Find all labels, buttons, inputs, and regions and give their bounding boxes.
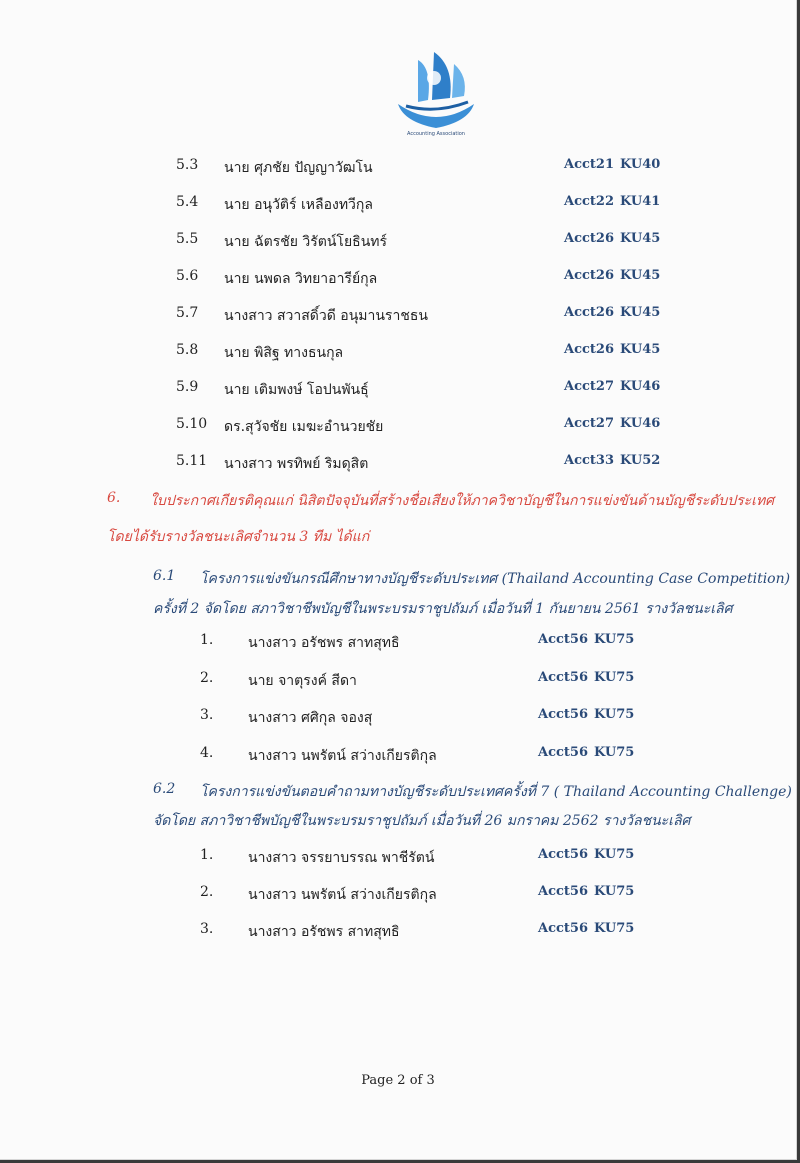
ku-code: KU75	[594, 921, 635, 936]
person-name: นางสาว นพรัตน์ สว่างเกียรติกุล	[248, 747, 437, 764]
item-number: 3.	[200, 921, 214, 937]
award-row	[176, 157, 696, 179]
ku-code: KU75	[594, 847, 635, 862]
ku-code: KU75	[594, 707, 635, 722]
person-name: นางสาว ศศิกุล จองสุ	[248, 710, 373, 726]
student-code	[538, 921, 634, 936]
student-code	[564, 157, 660, 172]
person-name: นางสาว อรัชพร สาทสุทธิ	[248, 635, 400, 651]
ku-code: KU40	[620, 157, 661, 172]
item-number: 5.11	[176, 453, 208, 469]
student-code	[538, 884, 634, 899]
award-row	[176, 416, 696, 438]
award-row	[176, 342, 696, 364]
item-number: 3.	[200, 707, 214, 723]
student-code	[564, 305, 660, 320]
member-row	[200, 884, 720, 906]
member-row	[200, 632, 720, 654]
acct-code: Acct21	[564, 157, 615, 172]
item-number: 5.5	[176, 231, 199, 247]
student-code	[564, 416, 660, 431]
ku-code: KU46	[620, 379, 661, 394]
sub2-line1: โครงการแข่งขันตอบคำถามทางบัญชีระดับประเทศครั้งที่ 7 ( Thailand Accounting Challenge)	[200, 784, 792, 800]
section6-heading-line2: โดยได้รับรางวัลชนะเลิศจำนวน 3 ทีม ได้แก่	[107, 529, 370, 545]
ku-code: KU52	[620, 453, 661, 468]
acct-code: Acct56	[538, 884, 589, 899]
person-name: นาย อนุวัติร์ เหลืองทวีกุล	[224, 197, 373, 213]
acct-code: Acct56	[538, 744, 589, 760]
student-code	[538, 632, 634, 647]
ku-code: KU75	[594, 632, 635, 647]
student-code	[564, 194, 660, 209]
acct-code: Acct22	[564, 194, 615, 209]
ku-code: KU45	[620, 268, 661, 283]
student-code	[538, 847, 634, 862]
student-code	[538, 707, 634, 722]
ku-code: KU41	[620, 194, 661, 209]
person-name: นางสาว จรรยาบรรณ พาชีรัตน์	[248, 850, 435, 866]
member-row	[200, 745, 720, 767]
award-row	[176, 305, 696, 327]
acct-code: Acct26	[564, 231, 615, 246]
item-number: 1.	[200, 847, 214, 863]
person-name: นาย จาตุรงค์ สีดา	[248, 672, 357, 689]
item-number: 4.	[200, 744, 214, 761]
item-number: 2.	[200, 884, 214, 900]
ku-code: KU75	[594, 669, 635, 685]
acct-code: Acct27	[564, 379, 615, 394]
item-number: 5.8	[176, 342, 199, 358]
sub2-line2: จัดโดย สภาวิชาชีพบัญชีในพระบรมราชูปถัมภ์ เมื่อวันที่ 26 มกราคม 2562 รางวัลชนะเลิศ	[153, 813, 691, 829]
item-number: 1.	[200, 632, 214, 648]
acct-code: Acct56	[538, 632, 589, 647]
acct-code: Acct56	[538, 921, 589, 936]
acct-code: Acct26	[564, 342, 615, 357]
ku-code: KU45	[620, 342, 661, 357]
ku-code: KU46	[620, 416, 661, 431]
section6-heading-line1: ใบประกาศเกียรติคุณแก่ นิสิตปัจจุบันที่สร้างชื่อเสียงให้ภาควิชาบัญชีในการแข่งขันด้านบัญชีระดับประเทศ	[150, 493, 775, 509]
acct-code: Acct27	[564, 416, 615, 431]
student-code	[538, 745, 634, 760]
award-row	[176, 231, 696, 253]
person-name: นาย ฉัตรชัย วิรัตน์โยธินทร์	[224, 234, 388, 250]
member-row	[200, 707, 720, 729]
person-name: นางสาว อรัชพร สาทสุทธิ	[248, 924, 400, 940]
item-number: 5.3	[176, 157, 199, 173]
item-number: 5.6	[176, 268, 199, 284]
item-number: 5.4	[176, 194, 199, 210]
award-row	[176, 379, 696, 401]
item-number: 5.9	[176, 379, 199, 395]
acct-code: Acct33	[564, 453, 615, 468]
person-name: นาย นพดล วิทยาอารีย์กุล	[224, 271, 378, 287]
person-name: นางสาว สวาสดิ์วดี อนุมานราชธน	[224, 308, 428, 324]
student-code	[564, 342, 660, 357]
ku-code: KU75	[594, 744, 635, 760]
person-name: นางสาว นพรัตน์ สว่างเกียรติกุล	[248, 887, 437, 903]
member-row	[200, 670, 720, 692]
acct-code: Acct26	[564, 268, 615, 283]
person-name: ดร.สุวัจชัย เมฆะอำนวยชัย	[224, 419, 384, 435]
student-code	[538, 670, 634, 685]
ku-code: KU45	[620, 305, 661, 320]
item-number: 2.	[200, 669, 214, 686]
acct-code: Acct56	[538, 847, 589, 862]
member-row	[200, 847, 720, 869]
section6-number: 6.	[107, 490, 121, 506]
person-name: นาย เติมพงษ์ โอปนพันธุ์	[224, 382, 369, 398]
ku-code: KU45	[620, 231, 661, 246]
sub1-line2: ครั้งที่ 2 จัดโดย สภาวิชาชีพบัญชีในพระบรมราชูปถัมภ์ เมื่อวันที่ 1 กันยายน 2561 รางวัลชนะเลิศ	[153, 601, 733, 617]
student-code	[564, 268, 660, 283]
person-name: นางสาว พรทิพย์ ริมดุสิต	[224, 456, 369, 472]
person-name: นาย ศุภชัย ปัญญาวัฒโน	[224, 160, 373, 176]
item-number: 5.10	[176, 416, 208, 432]
sub1-line1: โครงการแข่งขันกรณีศึกษาทางบัญชีระดับประเทศ (Thailand Accounting Case Competition)	[200, 571, 791, 587]
svg-text:Accounting Association: Accounting Association	[407, 131, 465, 137]
acct-code: Acct56	[538, 669, 589, 685]
student-code	[564, 453, 660, 468]
student-code	[564, 379, 660, 394]
sub1-number: 6.1	[153, 568, 176, 584]
award-row	[176, 268, 696, 290]
item-number: 5.7	[176, 305, 199, 321]
ku-code: KU75	[594, 884, 635, 899]
page-number: Page 2 of 3	[361, 1073, 435, 1088]
person-name: นาย พิสิฐ ทางธนกุล	[224, 345, 344, 361]
sub2-number: 6.2	[153, 781, 176, 797]
ship-logo-icon	[388, 42, 484, 138]
student-code	[564, 231, 660, 246]
acct-code: Acct56	[538, 707, 589, 722]
award-row	[176, 194, 696, 216]
acct-code: Acct26	[564, 305, 615, 320]
award-row	[176, 453, 696, 475]
member-row	[200, 921, 720, 943]
